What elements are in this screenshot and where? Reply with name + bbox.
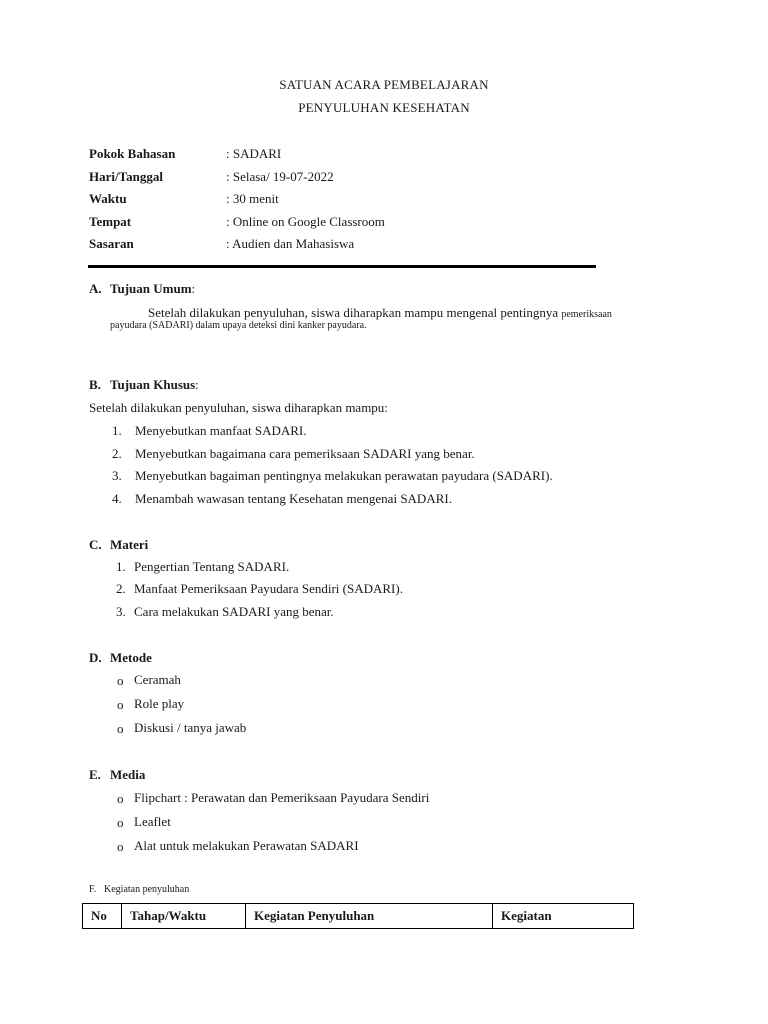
list-number: 1.: [116, 559, 126, 574]
document-subtitle: PENYULUHAN KESEHATAN: [298, 100, 470, 115]
section-e-letter: E.: [89, 767, 101, 782]
section-a-paragraph-line1: [148, 305, 612, 321]
header-divider: [88, 265, 596, 268]
info-value-waktu: : 30 menit: [226, 191, 279, 206]
section-a-letter: A.: [89, 281, 102, 296]
section-b-heading-wrap: [110, 377, 199, 393]
list-number: 3.: [116, 604, 126, 619]
section-e-heading: Media: [110, 767, 146, 782]
list-item: Cara melakukan SADARI yang benar.: [134, 604, 334, 619]
section-b-heading: Tujuan Khusus: [110, 377, 196, 392]
info-value-hari-tanggal: : Selasa/ 19-07-2022: [226, 169, 334, 184]
list-item: Menambah wawasan tentang Kesehatan mengenai SADARI.: [135, 491, 452, 506]
list-item: Role play: [134, 696, 185, 711]
info-label-sasaran: Sasaran: [89, 236, 134, 251]
info-value-sasaran: : Audien dan Mahasiswa: [226, 236, 355, 251]
list-item: Menyebutkan bagaimana cara pemeriksaan SADARI yang benar.: [135, 446, 475, 461]
section-a-heading-wrap: [110, 281, 195, 297]
list-number: 3.: [112, 468, 122, 483]
list-item: Leaflet: [134, 814, 171, 829]
list-number: 2.: [112, 446, 122, 461]
section-a-paragraph-line2: payudara (SADARI) dalam upaya deteksi dini kanker payudara.: [110, 320, 367, 331]
table-header-row: [83, 904, 634, 929]
list-item: Ceramah: [134, 672, 181, 687]
section-b-letter: B.: [89, 377, 101, 392]
bullet-icon: o: [117, 697, 124, 712]
kegiatan-table: [82, 903, 634, 929]
section-a-heading: Tujuan Umum: [110, 281, 192, 296]
bullet-icon: o: [117, 815, 124, 830]
list-item: Diskusi / tanya jawab: [134, 720, 247, 735]
info-label-pokok-bahasan: Pokok Bahasan: [89, 146, 176, 161]
section-c-heading: Materi: [110, 537, 149, 552]
section-d-heading: Metode: [110, 650, 152, 665]
section-a-colon: :: [191, 281, 196, 296]
list-item: Menyebutkan manfaat SADARI.: [135, 423, 307, 438]
bullet-icon: o: [117, 839, 124, 854]
list-item: Flipchart : Perawatan dan Pemeriksaan Payudara Sendiri: [134, 790, 430, 805]
table-header-kegiatan: Kegiatan: [493, 904, 634, 929]
section-a-text-small: pemeriksaan: [561, 309, 612, 320]
list-item: Menyebutkan bagaiman pentingnya melakukan perawatan payudara (SADARI).: [135, 468, 553, 483]
bullet-icon: o: [117, 673, 124, 688]
info-value-pokok-bahasan: : SADARI: [226, 146, 282, 161]
list-number: 2.: [116, 581, 126, 596]
section-c-letter: C.: [89, 537, 102, 552]
info-label-tempat: Tempat: [89, 214, 132, 229]
bullet-icon: o: [117, 791, 124, 806]
table-header-kegiatan-penyuluhan: Kegiatan Penyuluhan: [246, 904, 493, 929]
info-value-tempat: : Online on Google Classroom: [226, 214, 385, 229]
table-header-tahap-waktu: Tahap/Waktu: [122, 904, 246, 929]
list-item: Alat untuk melakukan Perawatan SADARI: [134, 838, 359, 853]
info-label-waktu: Waktu: [89, 191, 127, 206]
table-header-no: No: [83, 904, 122, 929]
list-item: Pengertian Tentang SADARI.: [134, 559, 290, 574]
section-f-letter: F.: [89, 884, 97, 895]
section-f-heading: Kegiatan penyuluhan: [104, 884, 190, 895]
list-item: Manfaat Pemeriksaan Payudara Sendiri (SADARI).: [134, 581, 403, 596]
section-d-letter: D.: [89, 650, 102, 665]
section-a-text: Setelah dilakukan penyuluhan, siswa diharapkan mampu mengenal pentingnya: [148, 305, 559, 320]
section-b-intro: Setelah dilakukan penyuluhan, siswa diharapkan mampu:: [89, 400, 388, 415]
bullet-icon: o: [117, 721, 124, 736]
section-b-colon: :: [195, 377, 199, 392]
list-number: 4.: [112, 491, 122, 506]
document-title: SATUAN ACARA PEMBELAJARAN: [279, 77, 489, 92]
list-number: 1.: [112, 423, 122, 438]
info-label-hari-tanggal: Hari/Tanggal: [89, 169, 163, 184]
